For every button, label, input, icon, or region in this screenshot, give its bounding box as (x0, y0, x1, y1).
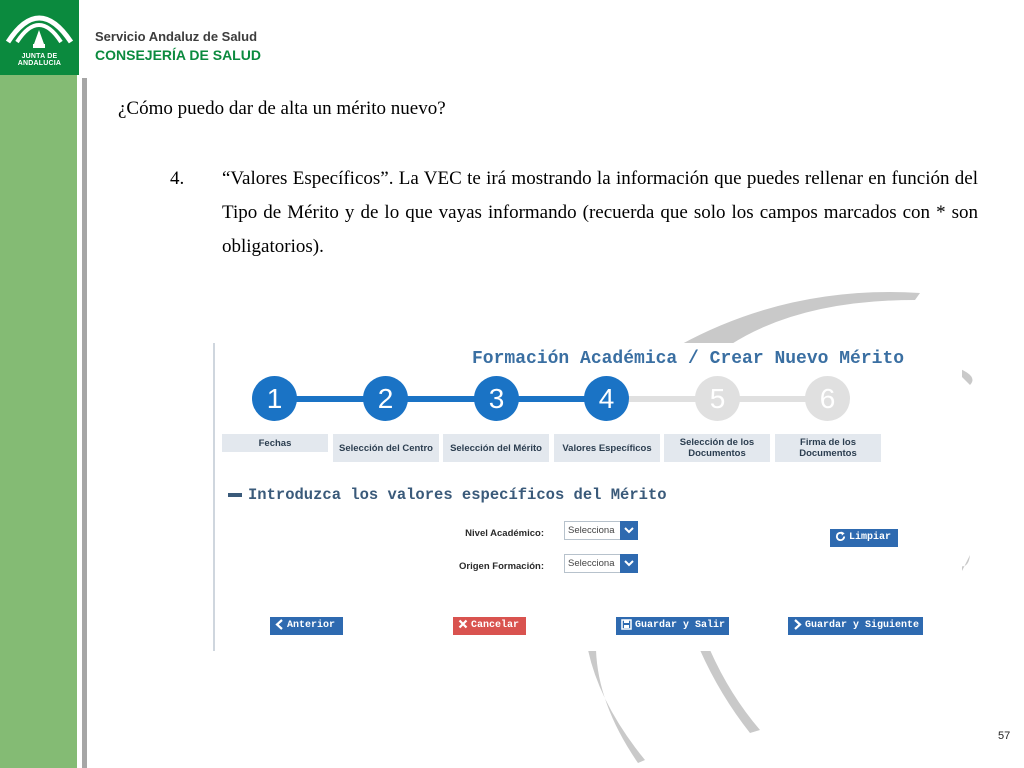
cancelar-button[interactable] (453, 617, 526, 635)
list-item-text: “Valores Específicos”. La VEC te irá mostrando la información que puedes rellenar en función del Tipo de Mérito y de lo que vayas informando (recuerda que solo los campos marcados con * son obligatorios). (222, 168, 978, 257)
section-heading: Introduzca los valores específicos del Mérito (248, 486, 667, 504)
step-1-label[interactable]: Fechas (222, 434, 328, 452)
stepper-line-active (274, 396, 607, 402)
form-title: Formación Académica / Crear Nuevo Mérito (472, 349, 905, 369)
step-6-label[interactable]: Firma de los Documentos (775, 434, 881, 462)
chevron-down-icon[interactable] (620, 521, 638, 540)
refresh-icon (835, 531, 846, 542)
guardar-salir-button[interactable] (616, 617, 729, 635)
limpiar-button[interactable] (830, 529, 898, 547)
save-icon (621, 619, 632, 630)
nivel-academico-select[interactable] (564, 521, 638, 540)
vertical-rule (82, 78, 87, 768)
nivel-academico-label: Nivel Académico: (465, 528, 544, 539)
chevron-left-icon (275, 619, 284, 630)
step-4-label[interactable]: Valores Específicos (554, 434, 660, 462)
limpiar-label: Limpiar (849, 532, 892, 543)
guardar-salir-label: Guardar y Salir (635, 620, 726, 631)
step-1-circle[interactable]: 1 (252, 376, 297, 421)
nivel-academico-value: Selecciona (568, 525, 615, 536)
close-icon (458, 619, 468, 629)
step-3-circle[interactable]: 3 (474, 376, 519, 421)
org-department: CONSEJERÍA DE SALUD (95, 47, 261, 63)
collapse-toggle-icon[interactable] (228, 493, 242, 497)
step-5-circle[interactable]: 5 (695, 376, 740, 421)
org-name: Servicio Andaluz de Salud (95, 29, 258, 44)
guardar-siguiente-label: Guardar y Siguiente (805, 620, 920, 631)
junta-emblem-icon (0, 0, 79, 52)
step-6-circle[interactable]: 6 (805, 376, 850, 421)
page-number: 57 (998, 730, 1011, 742)
origen-formacion-select[interactable] (564, 554, 638, 573)
chevron-right-icon (793, 619, 802, 630)
cancelar-label: Cancelar (471, 620, 520, 631)
step-2-label[interactable]: Selección del Centro (333, 434, 439, 462)
logo-text: JUNTA DE ANDALUCIA (17, 53, 62, 67)
step-3-label[interactable]: Selección del Mérito (443, 434, 549, 462)
guardar-siguiente-button[interactable] (788, 617, 923, 635)
sidebar-green-bar (0, 75, 77, 768)
junta-logo (0, 0, 79, 75)
step-4-circle[interactable]: 4 (584, 376, 629, 421)
list-item-number: 4. (170, 168, 185, 189)
slide-heading: ¿Cómo puedo dar de alta un mérito nuevo? (118, 98, 446, 119)
anterior-label: Anterior (287, 620, 336, 631)
step-5-label[interactable]: Selección de los Documentos (664, 434, 770, 462)
step-2-circle[interactable]: 2 (363, 376, 408, 421)
origen-formacion-value: Selecciona (568, 558, 615, 569)
anterior-button[interactable] (270, 617, 343, 635)
chevron-down-icon[interactable] (620, 554, 638, 573)
origen-formacion-label: Origen Formación: (459, 561, 544, 572)
